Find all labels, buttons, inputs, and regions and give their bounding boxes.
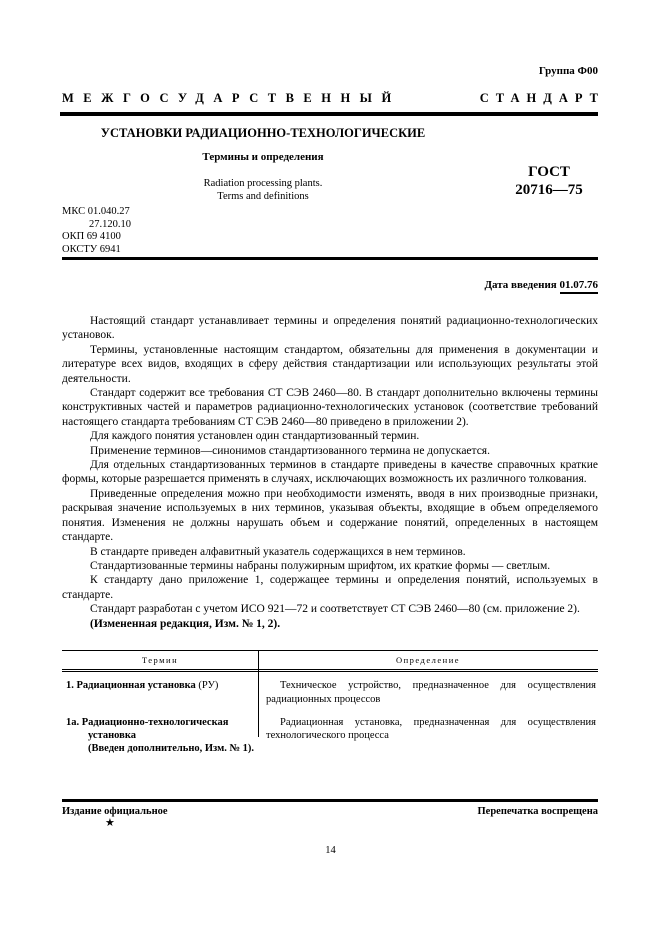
paragraph: Для каждого понятия установлен один стандартизованный термин. (90, 430, 420, 443)
paragraph: Стандарт разработан с учетом ИСО 921—72 и соответствует СТ СЭВ 2460—80 (см. приложение 2). (90, 603, 580, 616)
page-number: 14 (325, 845, 336, 856)
effective-date-value: 01.07.76 (560, 279, 599, 294)
definition-cell: Техническое устройство, предназначенное для осуществления радиационных процессов (266, 680, 596, 705)
code-okp: ОКП 69 4100 (62, 231, 121, 243)
reprint-prohibited-label: Перепечатка воспрещена (477, 806, 598, 817)
document-subtitle-english (62, 177, 464, 203)
standard-type-word-2: СТАНДАРТ (479, 91, 605, 105)
standard-type-heading (62, 91, 605, 106)
top-divider-rule (60, 112, 598, 116)
code-mks-2: 27.120.10 (89, 218, 131, 230)
column-header-term: Термин (141, 655, 179, 665)
document-subtitle: Термины и определения (202, 151, 324, 163)
term-cell (62, 679, 258, 707)
code-okstu: ОКСТУ 6941 (62, 244, 121, 256)
subtitle-english-line-2: Terms and definitions (217, 191, 309, 202)
terms-definitions-table (62, 650, 598, 743)
amendment-note: (Измененная редакция, Изм. № 1, 2). (90, 617, 281, 630)
definition-cell: Радиационная установка, предназначенная для осуществления технологического процесса (266, 716, 596, 742)
term-text: Радиационно-технологическая установка (81, 716, 229, 742)
paragraph: Для отдельных стандартизованных терминов в стандарте приведены в качестве справочных краткие формы, которые разрешается применять в случаях, исключающих возможность их различного толкования. (62, 459, 598, 486)
term-text: Радиационная установка (76, 680, 196, 691)
paragraph: Приведенные определения можно при необходимости изменять, вводя в них производные признаки, раскрывая значение используемых в них терминов, указывая объекты, входящие в объем определяемого понятия. Изменения не должны нарушать объем и содержание понятий, определенных в настоящем стандарте. (62, 487, 598, 544)
footer-rule (62, 799, 598, 802)
standard-type-word-1: МЕЖГОСУДАРСТВЕННЫЙ (62, 91, 401, 105)
code-mks: МКС 01.040.27 (62, 206, 130, 217)
paragraph: Термины, установленные настоящим стандартом, обязательны для применения в документации и литературе всех видов, входящих в сферу действия стандартизации или использующих результаты этой деятельности. (62, 343, 598, 385)
paragraph: Применение терминов—синонимов стандартизованного термина не допускается. (90, 444, 490, 457)
classification-codes (62, 206, 131, 257)
table-body (62, 672, 598, 743)
star-icon: ★ (105, 817, 115, 829)
term-abbreviation: (РУ) (198, 680, 219, 691)
paragraph: Настоящий стандарт устанавливает термины и определения понятий радиационно-технологических установок. (62, 315, 598, 342)
term-number: 1а. (66, 716, 80, 728)
term-cell (62, 716, 258, 744)
paragraph: Стандартизованные термины набраны полужирным шрифтом, их краткие формы — светлым. (90, 559, 551, 572)
table-header-row (62, 650, 598, 672)
body-text (62, 314, 598, 631)
table-footnote: (Введен дополнительно, Изм. № 1). (88, 743, 255, 754)
column-header-definition: Определение (395, 655, 461, 665)
effective-date-label: Дата введения (484, 279, 557, 291)
footer-line (62, 806, 598, 817)
term-number: 1. (66, 680, 74, 691)
table-column-divider (258, 650, 259, 737)
table-row (62, 716, 598, 744)
effective-date-line (484, 279, 598, 291)
paragraph: К стандарту дано приложение 1, содержащее термины и определения понятий, используемых в стандарте. (62, 574, 598, 601)
subtitle-english-line-1: Radiation processing plants. (203, 178, 323, 189)
document-title: УСТАНОВКИ РАДИАЦИОННО-ТЕХНОЛОГИЧЕСКИЕ (100, 126, 426, 140)
standard-designation (500, 163, 598, 199)
header-bottom-rule (62, 257, 598, 260)
paragraph: Стандарт содержит все требования СТ СЭВ 2460—80. В стандарт дополнительно включены термины конструктивных частей и параметров радиационно-технологических установок (соответствие требований настоящего стандарта требованиям СТ СЭВ 2460—80 приведено в приложении 2). (62, 387, 598, 428)
table-row (62, 679, 598, 707)
official-edition-label: Издание официальное (62, 806, 168, 817)
standard-designation-number: 20716—75 (515, 182, 583, 198)
standard-designation-label: ГОСТ (528, 164, 570, 180)
paragraph: В стандарте приведен алфавитный указатель содержащихся в нем терминов. (90, 545, 466, 558)
group-label: Группа Ф00 (538, 65, 598, 77)
